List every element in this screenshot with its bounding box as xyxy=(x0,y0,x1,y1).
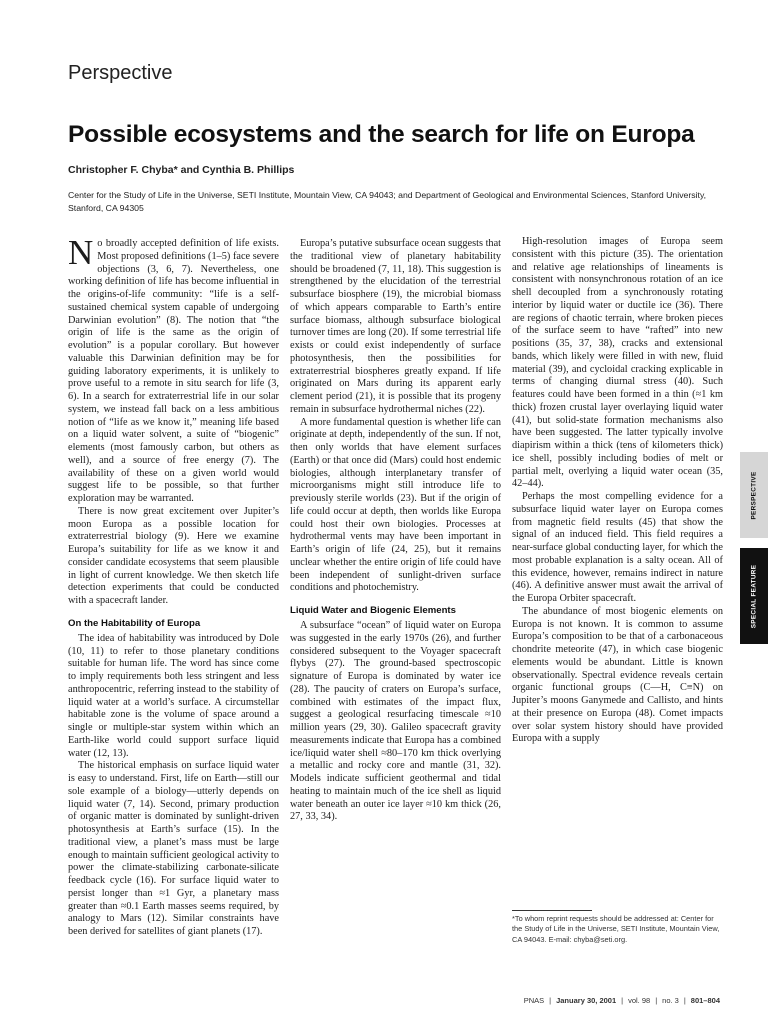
page-range: 801–804 xyxy=(690,996,720,1005)
text-column-2 xyxy=(290,238,501,824)
paragraph: The idea of habitability was introduced by Dole (10, 11) to refer to those planetary conditions suitable for human life. The word has since come to imply requirements both less stringent and less anthropocentric, referring instead to the stability of liquid water at a world’s surface. A circumstellar habitable zone is the volume of space around a single or multiple-star system within which an Earth-like world could support surface liquid water (12, 13). xyxy=(68,632,279,759)
journal-name: PNAS xyxy=(523,996,545,1005)
issue-number: no. 3 xyxy=(662,996,679,1005)
special-feature-tab xyxy=(740,548,768,644)
text-column-3 xyxy=(512,236,723,746)
section-label: Perspective xyxy=(68,62,173,84)
affiliation: Center for the Study of Life in the Universe, SETI Institute, Mountain View, CA 94043; and Department of Geological and Environmental Sciences, Stanford University, Stanford, CA 94305 xyxy=(68,190,707,213)
perspective-tab-label: PERSPECTIVE xyxy=(750,470,758,520)
text-column-1 xyxy=(68,233,279,939)
separator: | xyxy=(683,996,686,1005)
drop-cap: N xyxy=(68,233,94,272)
footnote-divider xyxy=(512,910,592,911)
volume: vol. 98 xyxy=(628,996,651,1005)
paragraph: The historical emphasis on surface liquid water is easy to understand. First, life on Earth—still our sole example of a biology—utterly depends on liquid water (7, 14). Second, primary production of organic matter is dominated by sunlight-driven photosynthesis at Earth’s surface (15). In the traditional view, a planet’s mass must be large enough to maintain sufficient geological activity to power the climate-stabilizing carbonate-silicate feedback cycle (16). For surface liquid water to persist longer than ≈1 Gyr, a planetary mass greater than ≈0.1 Earth masses seems required, by analogy to Mars (12). Similar constraints have been derived for satellites of giant planets (17). xyxy=(68,760,279,937)
paragraph: Perhaps the most compelling evidence for a subsurface liquid water layer on Europa comes from magnetic field results (45) that show the signal of an induced field. This field requires a near-surface global conducting layer, for which the most probable explanation is a salty ocean. All of this evidence, however, remains indirect in nature (46). A definitive answer must await the arrival of the Europa Orbiter spacecraft. xyxy=(512,491,723,604)
paragraph: The abundance of most biogenic elements on Europa is not known. It is common to assume Europa’s composition to be that of a carbonaceous chondrite meteorite (47), in which case biogenic elements would be abundant. Little is known observationally. Spectral evidence reveals certain organic functional groups (C—H, C≡N) on Jupiter’s moons Ganymede and Callisto, and hints at their presence on Europa (48). Comet impacts over solar system history should have provided Europa with a supply xyxy=(512,605,723,745)
article-title: Possible ecosystems and the search for life on Europa xyxy=(68,121,695,148)
separator: | xyxy=(655,996,658,1005)
page-footer xyxy=(524,996,720,1005)
section-heading: Liquid Water and Biogenic Elements xyxy=(290,605,456,616)
issue-date: January 30, 2001 xyxy=(556,996,617,1005)
perspective-tab xyxy=(740,452,768,538)
footnote: *To whom reprint requests should be addressed at: Center for the Study of Life in the Universe, SETI Institute, Mountain View, CA 94043. E-mail: chyba@seti.org. xyxy=(512,914,720,944)
section-heading: On the Habitability of Europa xyxy=(68,617,201,629)
separator: | xyxy=(621,996,624,1005)
paragraph: There is now great excitement over Jupiter’s moon Europa as a possible location for extraterrestrial biology (9). Here we examine Europa’s suitability for life as we know it and consider candidate ecosystems that seem plausible in light of current knowledge. We then sketch life detection experiments that could be conducted with a spacecraft lander. xyxy=(68,505,279,606)
paragraph-text: o broadly accepted definition of life exists. Most proposed definitions (1–5) face severe objections (3, 6, 7). Nevertheless, one working definition of life has become influential in the origins-of-life community: “life is a self-sustained chemical system capable of undergoing Darwinian evolution” (8). The notion that “the origin of life is the same as the origin of evolution” is a popular corollary. But however valuable this Darwinian definition may be for guiding laboratory experiments, it is unlikely to prove useful to a remote in situ search for life (3, 6). In a search for extraterrestrial life in our solar system, we instead fall back on a less ambitious notion of “life as we know it,” meaning life based on a liquid water solvent, a suite of “biogenic” elements (most famously carbon, but others as well), and a source of free energy (7). The availability of these on a given world would suggest life to be possible, so that further exploration may be warranted. xyxy=(68,238,279,504)
special-feature-tab-label: SPECIAL FEATURE xyxy=(750,564,758,628)
paragraph: A subsurface “ocean” of liquid water on Europa was suggested in the early 1970s (26), and further considered subsequent to the Voyager spacecraft flybys (27). The ground-based spectroscopic signature of Europa is dominated by water ice (28). The paucity of craters on Europa’s surface, combined with estimates of the impact flux, suggest a geological resurfacing timescale ≈10 million years (29, 30). Galileo spacecraft gravity measurements indicate that Europa has a combined ice/liquid water shell ≈80–170 km thick overlying a metallic and rocky core and mantle (31, 32). Models indicate sufficient geothermal and tidal heating to maintain much of the ice shell as liquid water beneath an outer ice layer ≈10 km thick (26, 27, 33, 34). xyxy=(290,620,502,823)
paragraph xyxy=(68,233,279,506)
paragraph: Europa’s putative subsurface ocean suggests that the traditional view of planetary habitability should be broadened (7, 11, 18). This suggestion is strengthened by the elucidation of the terrestrial subsurface biosphere (19), the microbial biomass of which appears comparable to Earth’s entire surface biomass, although subsurface biological turnover times are long (20). If some terrestrial life exists or could exist independently of surface photosynthesis, then the possibilities for extraterrestrial biospheres greatly expand. If life originated on Mars during its apparent early clement period (21), it is possible that its progeny remain in subsurface hydrothermal niches (22). xyxy=(290,238,502,415)
paragraph: High-resolution images of Europa seem consistent with this picture (35). The orientation and relative age relationships of lineaments is consistent with nonsynchronous rotation of an ice shell decoupled from a synchronously rotating interior by liquid water or ductile ice (36). There are regions of chaotic terrain, where broken pieces of the surface seem to have “rafted” into new positions (35, 37, 38), cracks and extensional bands, which likely were filled in with new, fluid material (39), and cycloidal cracking explicable in terms of changing diurnal stress (40). Such features could have been formed in a thin (≈1 km thick) frozen crustal layer overlaying liquid water (41), but solid-state formation mechanisms also have been suggested. The latter typically involve diapirism within a thick (tens of kilometers thick) ice shell, possibly including bodies of melt or partial melt, overlying a liquid water ocean (35, 42–44). xyxy=(512,236,723,490)
author-line: Christopher F. Chyba* and Cynthia B. Phillips xyxy=(68,164,295,176)
separator: | xyxy=(549,996,552,1005)
paragraph: A more fundamental question is whether life can originate at depth, independently of the sun. If not, then only worlds that have element surfaces (Earth) or that once did (Mars) could host endemic biologies, although interplanetary transfer of microorganisms might still introduce life to previously sterile worlds (23). But if the origin of life could occur at depth, then worlds like Europa could host their own biologies. Processes at hydrothermal vents may have been important in Earth’s origin of life (24, 25), but it remains unclear whether the entire origin of life could have been independent of sunlight-driven surface conditions and photochemistry. xyxy=(290,416,501,594)
